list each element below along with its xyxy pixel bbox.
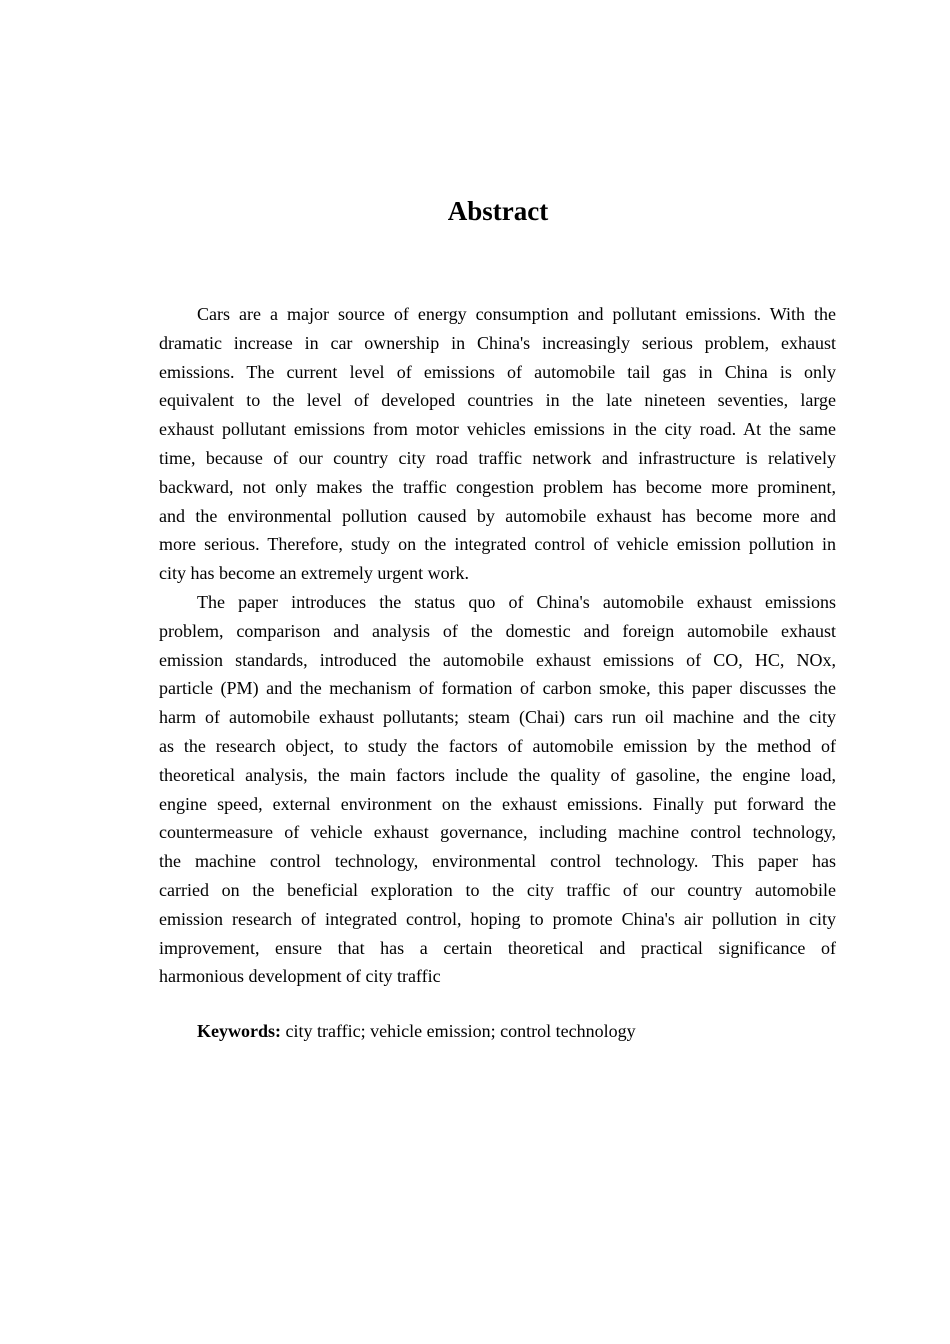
text-line: The paper introduces the status quo of China's automobile exhaust emissions	[197, 591, 836, 612]
abstract-paragraph	[159, 588, 836, 991]
text-line: harmonious development of city traffic	[159, 966, 441, 987]
text-line: emissions. The current level of emissions of automobile tail gas in China is only	[159, 361, 836, 382]
keywords-label: Keywords:	[197, 1021, 281, 1041]
text-line: emission research of integrated control, hoping to promote China's air pollution in city	[159, 908, 836, 929]
keywords-value: city traffic; vehicle emission; control technology	[281, 1021, 636, 1041]
text-line: particle (PM) and the mechanism of formation of carbon smoke, this paper discusses the	[159, 678, 836, 699]
text-line: more serious. Therefore, study on the integrated control of vehicle emission pollution in	[159, 534, 836, 555]
text-line: and the environmental pollution caused by automobile exhaust has become more and	[159, 505, 836, 526]
keywords-line	[197, 1017, 636, 1046]
text-line: time, because of our country city road traffic network and infrastructure is relatively	[159, 447, 836, 468]
text-line: engine speed, external environment on the exhaust emissions. Finally put forward the	[159, 793, 836, 814]
text-line: city has become an extremely urgent work.	[159, 563, 470, 584]
text-line: emission standards, introduced the automobile exhaust emissions of CO, HC, NOx,	[159, 649, 836, 670]
text-line: equivalent to the level of developed countries in the late nineteen seventies, large	[159, 390, 836, 411]
text-line: exhaust pollutant emissions from motor vehicles emissions in the city road. At the same	[159, 419, 836, 440]
text-line: improvement, ensure that has a certain theoretical and practical significance of	[159, 937, 836, 958]
text-line: carried on the beneficial exploration to the city traffic of our country automobile	[159, 879, 836, 900]
page-title: Abstract	[447, 196, 549, 226]
text-line: Cars are a major source of energy consumption and pollutant emissions. With the	[197, 304, 836, 324]
text-line: problem, comparison and analysis of the domestic and foreign automobile exhaust	[159, 620, 836, 641]
text-line: harm of automobile exhaust pollutants; steam (Chai) cars run oil machine and the city	[159, 707, 836, 728]
text-line: the machine control technology, environmental control technology. This paper has	[159, 851, 836, 872]
text-line: countermeasure of vehicle exhaust governance, including machine control technology,	[159, 822, 836, 843]
abstract-body	[159, 300, 836, 991]
abstract-paragraph	[159, 300, 836, 588]
text-line: dramatic increase in car ownership in China's increasingly serious problem, exhaust	[159, 332, 836, 353]
text-line: backward, not only makes the traffic congestion problem has become more prominent,	[159, 476, 836, 497]
text-line: theoretical analysis, the main factors include the quality of gasoline, the engine load,	[159, 764, 836, 785]
text-line: as the research object, to study the factors of automobile emission by the method of	[159, 735, 836, 756]
